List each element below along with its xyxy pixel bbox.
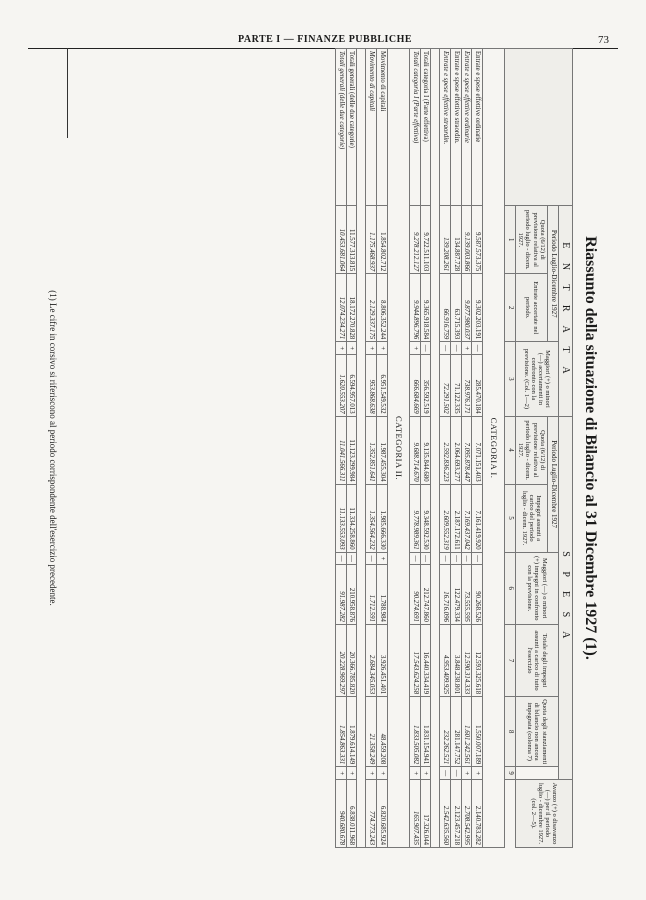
col7-value: 2.684.345.053 bbox=[366, 624, 377, 696]
page-header bbox=[0, 34, 646, 48]
col3-value: 666.684.669 bbox=[410, 355, 421, 417]
table-row bbox=[336, 49, 347, 848]
col1-value: 1.175.468.937 bbox=[366, 206, 377, 274]
table-row bbox=[366, 49, 377, 848]
col6-sign: — bbox=[346, 552, 357, 565]
col7-value: 3.926.451.401 bbox=[377, 624, 388, 696]
table-row bbox=[450, 49, 461, 848]
col6-sign: — bbox=[336, 552, 347, 565]
col9-sign: — bbox=[450, 767, 461, 780]
col7-value: 4.953.409.925 bbox=[440, 624, 451, 696]
col3-value: 6.594.957.013 bbox=[346, 355, 357, 417]
col4-value: 11.123.299.984 bbox=[346, 416, 357, 484]
col5-value: 7.169.437.042 bbox=[461, 484, 472, 552]
col5-value: 9.778.989.361 bbox=[410, 484, 421, 552]
footnote-rule bbox=[67, 48, 68, 138]
col3-sign: — bbox=[450, 342, 461, 355]
col2-value: 8.806.352.244 bbox=[377, 274, 388, 342]
table-row bbox=[472, 49, 483, 848]
col-number: 9 bbox=[505, 767, 516, 780]
col3-sign: — bbox=[472, 342, 483, 355]
col9-value: 2.708.542.995 bbox=[461, 780, 472, 848]
col8-header: Quota degli stanziamenti di bilancio non ancora impegnata (colonna 7) bbox=[515, 697, 558, 767]
col7-value: 12.590.314.333 bbox=[461, 624, 472, 696]
category-2-label: CATEGORIA II. bbox=[387, 49, 410, 848]
col6-value: 1.788.984 bbox=[377, 565, 388, 625]
col9-value: 6.820.685.924 bbox=[377, 780, 388, 848]
col1-value: 10.453.681.064 bbox=[336, 206, 347, 274]
row-label: Entrate e spese effettive ordinarie bbox=[461, 49, 472, 206]
col2-value: 9.365.918.584 bbox=[420, 274, 431, 342]
header-row-groups bbox=[558, 49, 572, 848]
col-number: 5 bbox=[505, 484, 516, 552]
col9-header: Avanzo (+) o disavanzo (—) per il periodo luglio - dicembre 1927. (col. 2—5). bbox=[515, 780, 572, 848]
col6-sign: + bbox=[377, 552, 388, 565]
period-entrata: Periodo Luglio-Dicembre 1927 bbox=[547, 206, 558, 342]
budget-table bbox=[335, 48, 573, 848]
col8-value: 1.879.614.149 bbox=[346, 697, 357, 767]
col6-value: 210.958.876 bbox=[346, 565, 357, 625]
col6-value: 212.747.860 bbox=[420, 565, 431, 625]
col6-sign: — bbox=[410, 552, 421, 565]
col9-value: 774.773.243 bbox=[366, 780, 377, 848]
col3-value: 738.976.171 bbox=[461, 355, 472, 417]
col3-value: 1.620.553.207 bbox=[336, 355, 347, 417]
col8-value: 1.601.242.561 bbox=[461, 697, 472, 767]
col1-header: Quota (6/12) di previsione relativa al periodo luglio - dicem. 1927. bbox=[515, 206, 547, 274]
col3-value: 6.951.549.532 bbox=[377, 355, 388, 417]
table-row bbox=[346, 49, 357, 848]
table-row bbox=[377, 49, 388, 848]
row-label: Totali categoria I (Parte effettiva) bbox=[420, 49, 431, 206]
col2-header: Entrate accertate nel periodo. bbox=[515, 274, 547, 342]
col3-sign: — bbox=[420, 342, 431, 355]
col6-value: 1.712.591 bbox=[366, 565, 377, 625]
col7-value: 3.848.238.801 bbox=[450, 624, 461, 696]
col2-value: 9.302.203.191 bbox=[472, 274, 483, 342]
col9-value: 2.140.783.282 bbox=[472, 780, 483, 848]
col5-value: 1.985.666.330 bbox=[377, 484, 388, 552]
col8-value: 48.459.208 bbox=[377, 697, 388, 767]
col7-header: Totale degli impegni assunti a carico di tutto l'esercizio bbox=[515, 624, 558, 696]
period-spesa: Periodo Luglio-Dicembre 1927 bbox=[547, 416, 558, 552]
row-label: Totali generali (delle due categorie) bbox=[336, 49, 347, 206]
col4-value: 9.135.844.680 bbox=[420, 416, 431, 484]
col9-sign: + bbox=[366, 767, 377, 780]
col6-sign: — bbox=[440, 552, 451, 565]
rotated-table-page bbox=[23, 48, 603, 848]
col5-value: 11.334.258.860 bbox=[346, 484, 357, 552]
spacer-row bbox=[357, 49, 366, 848]
col9-sign: + bbox=[377, 767, 388, 780]
col5-value: 9.348.592.530 bbox=[420, 484, 431, 552]
col8-value: 21.358.249 bbox=[366, 697, 377, 767]
col9-sign: + bbox=[410, 767, 421, 780]
col9-sign: + bbox=[336, 767, 347, 780]
col4-value: 1.352.851.641 bbox=[366, 416, 377, 484]
col2-value: 12.074.234.271 bbox=[336, 274, 347, 342]
col2-value: 9.877.980.037 bbox=[461, 274, 472, 342]
label-column-header bbox=[505, 49, 573, 206]
col6-sign: — bbox=[366, 552, 377, 565]
col2-value: 9.944.896.796 bbox=[410, 274, 421, 342]
col1-value: 9.722.511.103 bbox=[420, 206, 431, 274]
col8-value: 1.833.505.082 bbox=[410, 697, 421, 767]
category-row bbox=[482, 49, 505, 848]
col-number: 1 bbox=[505, 206, 516, 274]
col1-value: 1.854.802.712 bbox=[377, 206, 388, 274]
col6-sign: — bbox=[472, 552, 483, 565]
spesa-header: S P E S A bbox=[558, 416, 572, 779]
col8-value: 232.262.521 bbox=[440, 697, 451, 767]
col-number: 3 bbox=[505, 342, 516, 416]
col3-sign: + bbox=[410, 342, 421, 355]
category-1-label: CATEGORIA I. bbox=[482, 49, 505, 848]
col6-sign: — bbox=[450, 552, 461, 565]
col3-value: 71.122.335 bbox=[450, 355, 461, 417]
col6-value: 90.268.526 bbox=[472, 565, 483, 625]
col7-value: 12.593.325.618 bbox=[472, 624, 483, 696]
table-title: Riassunto della situazione di Bilancio al 31 Dicembre 1927 (1). bbox=[582, 236, 599, 660]
col1-value: 139.208.261 bbox=[440, 206, 451, 274]
footnote: (1) Le cifre in corsivo si riferiscono al periodo corrispondente dell'esercizio precedente. bbox=[48, 290, 58, 606]
col7-value: 20.366.785.820 bbox=[346, 624, 357, 696]
col9-sign: + bbox=[420, 767, 431, 780]
col9-sign: + bbox=[346, 767, 357, 780]
col4-value: 7.095.878.447 bbox=[461, 416, 472, 484]
col5-value: 2.187.172.611 bbox=[450, 484, 461, 552]
col6-value: 73.555.595 bbox=[461, 565, 472, 625]
table-row bbox=[420, 49, 431, 848]
col8-value: 281.147.752 bbox=[450, 697, 461, 767]
col-number: 4 bbox=[505, 416, 516, 484]
col-number: 7 bbox=[505, 624, 516, 696]
col3-sign: + bbox=[346, 342, 357, 355]
col3-sign: + bbox=[377, 342, 388, 355]
col4-value: 2.064.693.277 bbox=[450, 416, 461, 484]
col9-value: 6.838.011.968 bbox=[346, 780, 357, 848]
col1-value: 134.887.728 bbox=[450, 206, 461, 274]
entrata-header: E N T R A T A bbox=[558, 206, 572, 416]
col5-value: 7.161.419.920 bbox=[472, 484, 483, 552]
col9-sign: + bbox=[472, 767, 483, 780]
col1-value: 9.139.003.866 bbox=[461, 206, 472, 274]
col1-value: 9.587.573.375 bbox=[472, 206, 483, 274]
row-label: Totali generali (delle due categorie) bbox=[346, 49, 357, 206]
col9-value: 2.123.457.218 bbox=[450, 780, 461, 848]
col4-value: 1.987.455.304 bbox=[377, 416, 388, 484]
row-label: Entrate e spese effettive ordinarie bbox=[472, 49, 483, 206]
col9-value: 17.326.044 bbox=[420, 780, 431, 848]
col-number: 6 bbox=[505, 552, 516, 624]
col6-value: 91.987.282 bbox=[336, 565, 347, 625]
col6-sign: — bbox=[420, 552, 431, 565]
col3-value: 285.470.184 bbox=[472, 355, 483, 417]
col3-value: 72.291.502 bbox=[440, 355, 451, 417]
spacer-row bbox=[431, 49, 440, 848]
col3-value: 953.868.638 bbox=[366, 355, 377, 417]
col5-value: 2.609.552.319 bbox=[440, 484, 451, 552]
col3-header: Maggiori (+) o minori (—) accertamenti in confronto con la previsione. (Col. 1—2) bbox=[515, 342, 558, 416]
col4-header: Quota (6/12) di previsione relativa al periodo luglio - dicem. 1927. bbox=[515, 416, 547, 484]
table-row bbox=[410, 49, 421, 848]
col9-sign: + bbox=[461, 767, 472, 780]
col3-sign: — bbox=[440, 342, 451, 355]
col6-value: 90.274.691 bbox=[410, 565, 421, 625]
col5-header: Impegni assunti a carico del periodo luglio - dicem. 1927. bbox=[515, 484, 547, 552]
col5-value: 11.133.553.093 bbox=[336, 484, 347, 552]
col7-value: 17.543.624.258 bbox=[410, 624, 421, 696]
col2-value: 2.129.337.175 bbox=[366, 274, 377, 342]
col1-value: 9.278.212.127 bbox=[410, 206, 421, 274]
col9-value: 2.542.635.560 bbox=[440, 780, 451, 848]
col-number: 8 bbox=[505, 697, 516, 767]
table-row bbox=[440, 49, 451, 848]
col3-value: 356.592.519 bbox=[420, 355, 431, 417]
col8-value: 1.831.154.941 bbox=[420, 697, 431, 767]
col9-sign: — bbox=[440, 767, 451, 780]
running-header: PARTE I — FINANZE PUBBLICHE bbox=[238, 34, 413, 45]
row-label: Entrate e spese effettive straordin. bbox=[440, 49, 451, 206]
category-row bbox=[387, 49, 410, 848]
category-2-body bbox=[366, 49, 387, 848]
row-label: Entrate e spese effettive straordin. bbox=[450, 49, 461, 206]
col7-value: 20.228.969.297 bbox=[336, 624, 347, 696]
col4-value: 11.041.566.311 bbox=[336, 416, 347, 484]
col6-value: 16.716.096 bbox=[440, 565, 451, 625]
col6-header: Maggiori (—) o minori (+) impegni in confronto con la previsione. bbox=[515, 552, 558, 624]
page-number: 73 bbox=[598, 34, 609, 46]
col-number: 2 bbox=[505, 274, 516, 342]
col3-sign: + bbox=[461, 342, 472, 355]
col3-sign: + bbox=[366, 342, 377, 355]
col1-value: 11.577.313.815 bbox=[346, 206, 357, 274]
col6-sign: — bbox=[461, 552, 472, 565]
col3-sign: + bbox=[336, 342, 347, 355]
row-label: Movimento di capitali bbox=[377, 49, 388, 206]
col9-value: 940.680.678 bbox=[336, 780, 347, 848]
col9-value: 165.907.435 bbox=[410, 780, 421, 848]
row-label: Movimento di capitali bbox=[366, 49, 377, 206]
col5-value: 1.354.564.232 bbox=[366, 484, 377, 552]
col2-value: 18.172.270.828 bbox=[346, 274, 357, 342]
col7-value: 16.440.334.419 bbox=[420, 624, 431, 696]
col4-value: 7.071.151.403 bbox=[472, 416, 483, 484]
col6-value: 122.479.334 bbox=[450, 565, 461, 625]
category-1-body bbox=[410, 49, 483, 848]
totals-body bbox=[336, 49, 357, 848]
col8-value: 1.550.007.189 bbox=[472, 697, 483, 767]
col2-value: 66.916.759 bbox=[440, 274, 451, 342]
row-label: Totali categoria I (Parte effettiva) bbox=[410, 49, 421, 206]
col2-value: 63.715.393 bbox=[450, 274, 461, 342]
col4-value: 2.592.836.223 bbox=[440, 416, 451, 484]
col4-value: 9.688.714.670 bbox=[410, 416, 421, 484]
table-row bbox=[461, 49, 472, 848]
col8-value: 1.854.863.331 bbox=[336, 697, 347, 767]
